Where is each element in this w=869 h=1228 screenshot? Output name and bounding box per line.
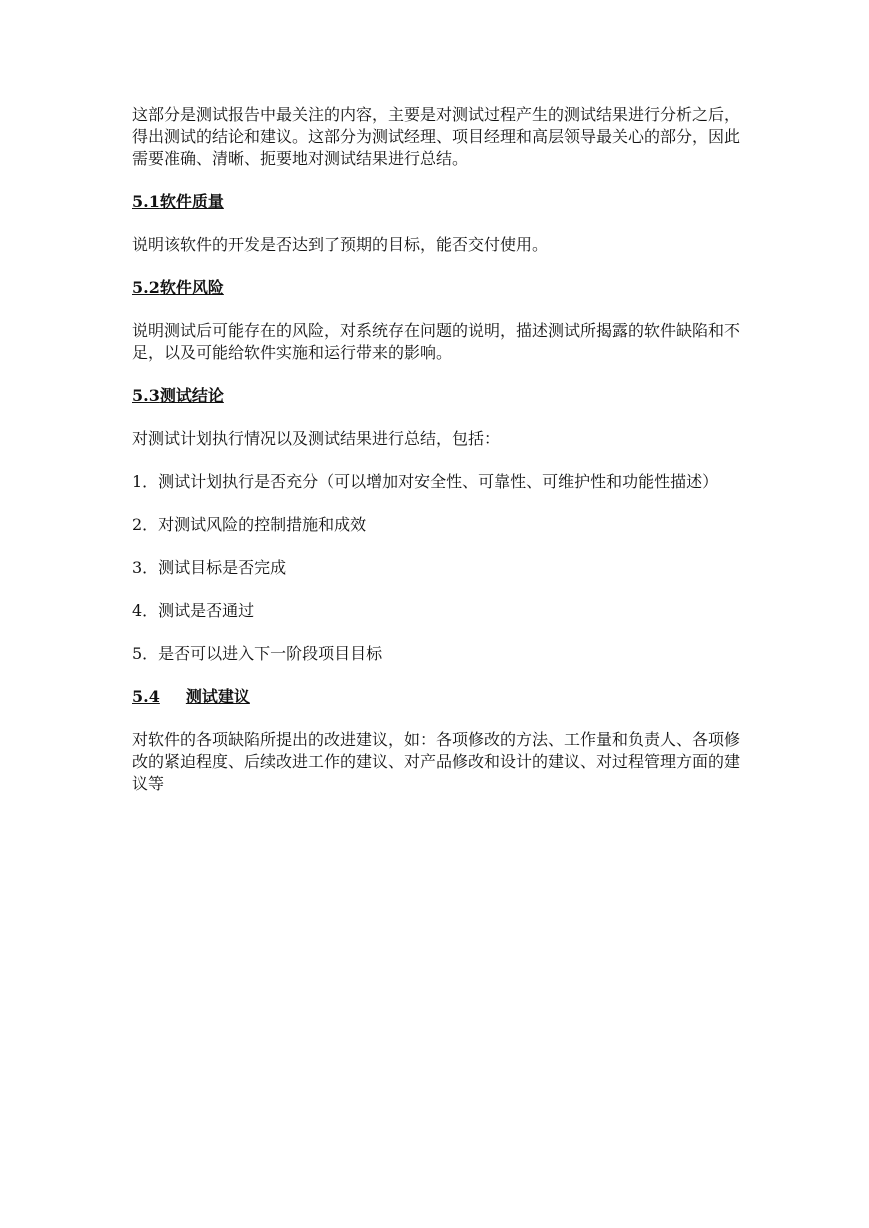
list-item: 1．测试计划执行是否充分（可以增加对安全性、可靠性、可维护性和功能性描述） xyxy=(132,472,719,491)
section-number: 5.1 xyxy=(132,192,160,211)
section-body-5-4: 对软件的各项缺陷所提出的改进建议，如：各项修改的方法、工作量和负责人、各项修改的紧迫程度、后续改进工作的建议、对产品修改和设计的建议、对过程管理方面的建议等 xyxy=(132,730,741,793)
list-item: 3．测试目标是否完成 xyxy=(132,558,287,577)
section-heading-5-1 xyxy=(132,191,741,213)
list-item: 4．测试是否通过 xyxy=(132,601,255,620)
list-item: 5．是否可以进入下一阶段项目目标 xyxy=(132,644,383,663)
intro-paragraph: 这部分是测试报告中最关注的内容，主要是对测试过程产生的测试结果进行分析之后，得出测试的结论和建议。这部分为测试经理、项目经理和高层领导最关心的部分，因此需要准确、清晰、扼要地对测试结果进行总结。 xyxy=(132,105,741,168)
section-title: 测试结论 xyxy=(159,386,224,405)
section-number: 5.3 xyxy=(132,386,160,405)
section-body-5-3: 对测试计划执行情况以及测试结果进行总结，包括： xyxy=(132,429,501,448)
section-title: 软件风险 xyxy=(159,278,224,297)
section-heading-5-2 xyxy=(132,277,741,299)
section-number: 5.4 xyxy=(132,687,160,706)
section-heading-5-4 xyxy=(132,686,741,708)
section-title: 测试建议 xyxy=(185,687,250,706)
section-number: 5.2 xyxy=(132,278,160,297)
section-body-5-2: 说明测试后可能存在的风险，对系统存在问题的说明，描述测试所揭露的软件缺陷和不足，以及可能给软件实施和运行带来的影响。 xyxy=(132,321,741,362)
section-body-5-1: 说明该软件的开发是否达到了预期的目标，能否交付使用。 xyxy=(132,235,549,254)
section-title: 软件质量 xyxy=(159,192,224,211)
section-heading-5-3 xyxy=(132,385,741,407)
list-item: 2．对测试风险的控制措施和成效 xyxy=(132,515,367,534)
